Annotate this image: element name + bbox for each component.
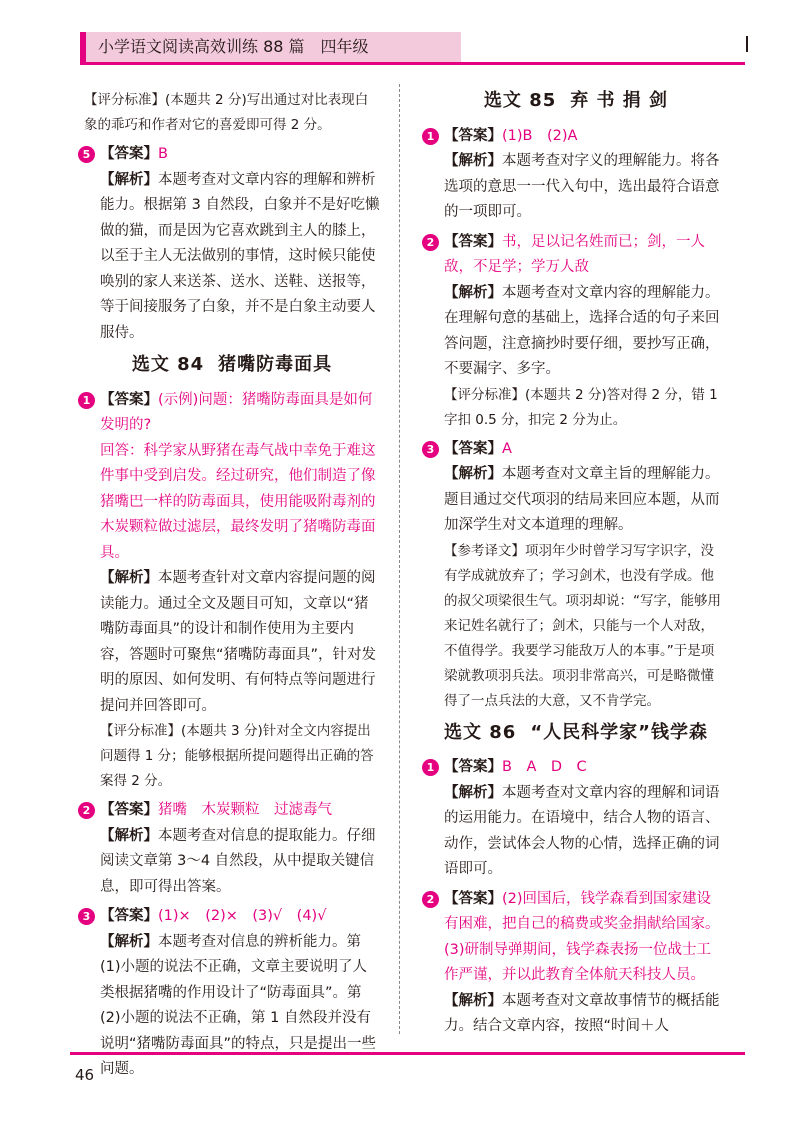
scoring-note: 【评分标准】(本题共 3 分)针对全文内容提出问题得 1 分；能够根据所提问题得出正确的答案得 2 分。: [100, 723, 374, 789]
question-2: [428, 230, 724, 433]
analysis-label: 【解析】: [444, 784, 502, 801]
question-number-badge: 1: [78, 392, 95, 409]
analysis-label: 【解析】: [100, 827, 158, 844]
analysis-text: 本题考查对字义的理解能力。将各选项的意思一一代入句中，选出最符合语意的一项即可。: [444, 153, 720, 220]
answer-text: B: [158, 146, 168, 162]
answer-text: (1)× (2)× (3)√ (4)√: [158, 908, 327, 924]
section-number: 选文 84: [131, 354, 205, 375]
analysis-text: 本题考查对文章故事情节的概括能力。结合文章内容，按照“时间＋人: [444, 992, 720, 1034]
translation-note: 【参考译文】项羽年少时曾学习写字识字，没有学成就放弃了；学习剑术，也没有学成。他的叔父项梁很生气。项羽却说：“写字，能够用来记姓名就行了；剑术，只能与一个人对敌，不值得学。我要学习能敌万人的本事。”于是项梁就教项羽兵法。项羽非常高兴，可是略微懂得了一点兵法的大意，又不肯学完。: [444, 542, 721, 709]
section-name: “人民科学家”钱学森: [530, 721, 708, 743]
footer-rule: [70, 1052, 745, 1055]
answer-text: (示例)问题：猪嘴防毒面具是如何发明的?: [100, 391, 373, 433]
right-column: [428, 88, 724, 1040]
analysis-text: 本题考查对信息的提取能力。仔细阅读文章第 3～4 自然段，从中提取关键信息，即可得出答案。: [100, 827, 376, 895]
answer-text: B A D C: [502, 759, 587, 775]
question-1: [84, 388, 380, 795]
answer-text: (2)回国后，钱学森看到国家建设有困难，把自己的稿费或奖金捐献给国家。: [444, 890, 720, 932]
question-2: [84, 798, 380, 900]
question-1: [428, 124, 724, 226]
page-number: 46: [75, 1066, 95, 1084]
answer-label: 【答案】: [444, 759, 502, 775]
answer-text: (1)B (2)A: [502, 127, 578, 144]
answer-label: 【答案】: [444, 233, 502, 250]
question-number-badge: 1: [422, 128, 439, 145]
analysis-text: 本题考查对信息的辨析能力。第(1)小题的说法不正确，文章主要说明了人类根据猪嘴的作用设计了“防毒面具”。第(2)小题的说法不正确，第 1 自然段并没有说明“猪嘴防毒面具”的特点，只是提出一些问题。: [100, 933, 377, 1077]
answer-text: 回答：科学家从野猪在毒气战中幸免于难这件事中受到启发。经过研究，他们制造了像猪嘴巴一样的防毒面具，使用能吸附毒剂的木炭颗粒做过滤层，最终发明了猪嘴防毒面具。: [100, 442, 376, 561]
question-1: [428, 755, 724, 883]
section-number: 选文 85: [483, 90, 557, 111]
analysis-label: 【解析】: [444, 284, 502, 301]
analysis-text: 本题考查对文章内容的理解能力。在理解句意的基础上，选择合适的句子来回答问题，注意摘抄时要仔细，要抄写正确，不要漏字、多字。: [444, 284, 720, 377]
question-3: [84, 904, 380, 1083]
analysis-label: 【解析】: [100, 570, 158, 586]
answer-label: 【答案】: [444, 890, 502, 907]
analysis-text: 本题考查针对文章内容提问题的阅读能力。通过全文及题目可知，文章以“猪嘴防毒面具”的设计和制作使用为主要内容，答题时可聚焦“猪嘴防毒面具”，针对发明的原因、如何发明、有何特点等问题进行提问并回答即可。: [100, 570, 377, 714]
answer-label: 【答案】: [100, 802, 158, 818]
question-number-badge: 1: [422, 759, 439, 776]
column-divider: [399, 84, 400, 1034]
section-number: 选文 86: [444, 721, 517, 743]
analysis-label: 【解析】: [444, 153, 502, 169]
analysis-text: 本题考查对文章内容的理解和词语的运用能力。在语境中，结合人物的语言、动作，尝试体会人物的心情，选择正确的词语即可。: [444, 784, 720, 877]
header-title: 小学语文阅读高效训练 88 篇 四年级: [98, 37, 369, 56]
question-number-badge: 2: [422, 234, 439, 251]
question-5: [84, 142, 380, 346]
analysis-text: 本题考查对文章主旨的理解能力。题目通过交代项羽的结局来回应本题，从而加深学生对文本道理的理解。: [444, 466, 720, 533]
question-3: [428, 437, 724, 714]
answer-label: 【答案】: [444, 127, 502, 144]
answer-label: 【答案】: [444, 440, 502, 457]
analysis-label: 【解析】: [100, 171, 158, 188]
question-number-badge: 5: [78, 146, 95, 163]
section-title-86: [428, 720, 724, 746]
scoring-note: 【评分标准】(本题共 2 分)答对得 2 分，错 1 字扣 0.5 分，扣完 2 分为止。: [444, 386, 718, 428]
answer-text: A: [502, 440, 512, 457]
scoring-note: 【评分标准】(本题共 2 分)写出通过对比表现白象的乖巧和作者对它的喜爱即可得 2 分。: [84, 92, 369, 133]
question-number-badge: 3: [422, 441, 439, 458]
analysis-label: 【解析】: [444, 466, 502, 482]
header-rule: [80, 62, 745, 65]
question-number-badge: 2: [422, 891, 439, 908]
analysis-text: 本题考查对文章内容的理解和辨析能力。根据第 3 自然段，白象并不是好吃懒做的猫，而是因为它喜欢跳到主人的膝上，以至于主人无法做别的事情，这时候只能使唤别的家人来送茶、送水、送鞋、送报等，等于间接服务了白象，并不是白象主动要人服侍。: [100, 171, 380, 341]
answer-label: 【答案】: [100, 391, 158, 408]
section-title-84: [84, 352, 380, 378]
section-title-85: [428, 88, 724, 114]
answer-text: (3)研制导弹期间，钱学森表扬一位战士工作严谨，并以此教育全体航天科技人员。: [444, 941, 712, 983]
question-number-badge: 3: [78, 908, 95, 925]
answer-label: 【答案】: [100, 908, 158, 924]
section-name: 弃 书 捐 剑: [570, 90, 669, 111]
question-2: [428, 887, 724, 1040]
corner-mark: [746, 36, 748, 52]
section-name: 猪嘴防毒面具: [218, 354, 333, 375]
question-number-badge: 2: [78, 802, 95, 819]
left-column: [84, 88, 380, 1083]
answer-text: 书，足以记名姓而已；剑，一人敌，不足学；学万人敌: [444, 233, 705, 275]
analysis-label: 【解析】: [444, 992, 502, 1009]
answer-label: 【答案】: [100, 146, 158, 162]
answer-text: 猪嘴 木炭颗粒 过滤毒气: [158, 802, 332, 818]
analysis-label: 【解析】: [100, 933, 158, 950]
